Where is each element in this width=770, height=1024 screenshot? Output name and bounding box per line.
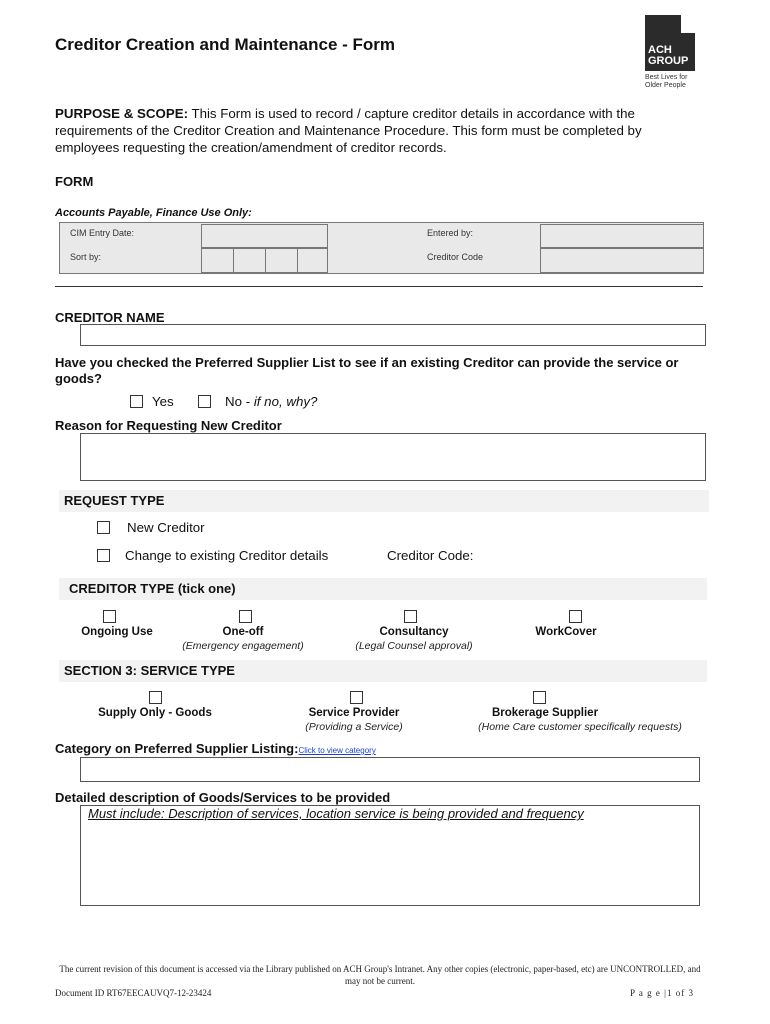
category-label: Category on Preferred Supplier Listing [55, 741, 295, 756]
entered-by-field[interactable] [540, 224, 704, 248]
supply-only-label: Supply Only - Goods [98, 707, 212, 719]
new-creditor-label: New Creditor [127, 520, 205, 535]
service-provider-label: Service Provider [308, 707, 400, 719]
brokerage-supplier-label: Brokerage Supplier [491, 707, 599, 719]
yes-checkbox[interactable] [130, 395, 143, 408]
service-provider-sub: (Providing a Service) [305, 721, 403, 733]
page-label: P a g e | [630, 988, 667, 998]
brokerage-supplier-checkbox[interactable] [533, 691, 546, 704]
logo-tagline: Best Lives for Older People [645, 74, 688, 89]
ongoing-use-label: Ongoing Use [81, 626, 153, 638]
one-off-sub: (Emergency engagement) [182, 640, 304, 652]
cim-entry-date-label: CIM Entry Date: [70, 228, 135, 238]
consultancy-sub: (Legal Counsel approval) [355, 640, 473, 652]
entered-by-label: Entered by: [427, 228, 474, 238]
form-heading: FORM [55, 174, 94, 189]
one-off-label: One-off [222, 626, 264, 638]
change-existing-checkbox[interactable] [97, 549, 110, 562]
purpose-scope [55, 105, 695, 156]
workcover-checkbox[interactable] [569, 610, 582, 623]
ach-group-logo [645, 15, 695, 90]
sort-by-field-2[interactable] [233, 248, 266, 273]
creditor-name-input[interactable] [80, 324, 706, 346]
consultancy-label: Consultancy [379, 626, 449, 638]
cim-entry-date-field[interactable] [201, 224, 328, 248]
request-type-heading: REQUEST TYPE [64, 493, 165, 508]
service-type-heading: SECTION 3: SERVICE TYPE [64, 663, 235, 678]
service-provider-checkbox[interactable] [350, 691, 363, 704]
description-instruction: Must include: Description of services, location service is being provided and frequency [88, 806, 584, 821]
sort-by-field-3[interactable] [265, 248, 298, 273]
creditor-name-label: CREDITOR NAME [55, 310, 165, 325]
document-id: Document ID RT67EECAUVQ7-12-23424 [55, 988, 212, 998]
one-off-checkbox[interactable] [239, 610, 252, 623]
request-creditor-code-label: Creditor Code: [387, 548, 474, 563]
sort-by-label: Sort by: [70, 252, 102, 262]
no-checkbox[interactable] [198, 395, 211, 408]
change-existing-label: Change to existing Creditor details [125, 548, 329, 563]
page-title: Creditor Creation and Maintenance - Form [55, 35, 396, 54]
creditor-type-heading: CREDITOR TYPE (tick one) [69, 581, 236, 596]
ongoing-use-checkbox[interactable] [103, 610, 116, 623]
accounts-payable-heading: Accounts Payable, Finance Use Only: [55, 207, 252, 219]
no-label-text: No - [225, 394, 254, 409]
description-label: Detailed description of Goods/Services to be provided [55, 790, 391, 805]
footer-notice: The current revision of this document is accessed via the Library published on ACH Group's Intranet. Any other copies (electronic, paper-based, etc) are UNCONTROLLED, and may not be current. [59, 964, 701, 986]
reason-label: Reason for Requesting New Creditor [55, 418, 282, 433]
sort-by-field-1[interactable] [201, 248, 234, 273]
logo-text-group: GROUP [648, 55, 689, 67]
section-divider [55, 286, 703, 287]
no-label-suffix: if no, why? [253, 394, 318, 409]
supply-only-checkbox[interactable] [149, 691, 162, 704]
creditor-code-label: Creditor Code [427, 252, 484, 262]
workcover-label: WorkCover [535, 626, 597, 638]
preferred-supplier-question: Have you checked the Preferred Supplier List to see if an existing Creditor can provide the service or goods? [55, 355, 679, 386]
page-number [630, 988, 694, 998]
page-value: 1 of 3 [666, 988, 694, 998]
logo-text-ach: ACH [648, 44, 672, 56]
yes-label: Yes [152, 394, 174, 409]
purpose-label: PURPOSE & SCOPE: [55, 106, 188, 121]
brokerage-supplier-sub: (Home Care customer specifically requests) [478, 721, 682, 733]
consultancy-checkbox[interactable] [404, 610, 417, 623]
category-label-row: Category on Preferred Supplier Listing:Click to view category [55, 741, 376, 756]
new-creditor-checkbox[interactable] [97, 521, 110, 534]
creditor-code-field[interactable] [540, 248, 704, 273]
reason-textarea[interactable] [80, 433, 706, 481]
view-category-link[interactable]: Click to view category [298, 746, 376, 755]
purpose-text: This Form is used to record / capture creditor details in accordance with the requirements of the Creditor Creation and Maintenance Procedure. This form must be completed by employees requesting the creation/amendment of creditor records. [55, 106, 642, 155]
category-input[interactable] [80, 757, 700, 782]
no-label [225, 394, 317, 409]
sort-by-field-4[interactable] [297, 248, 328, 273]
